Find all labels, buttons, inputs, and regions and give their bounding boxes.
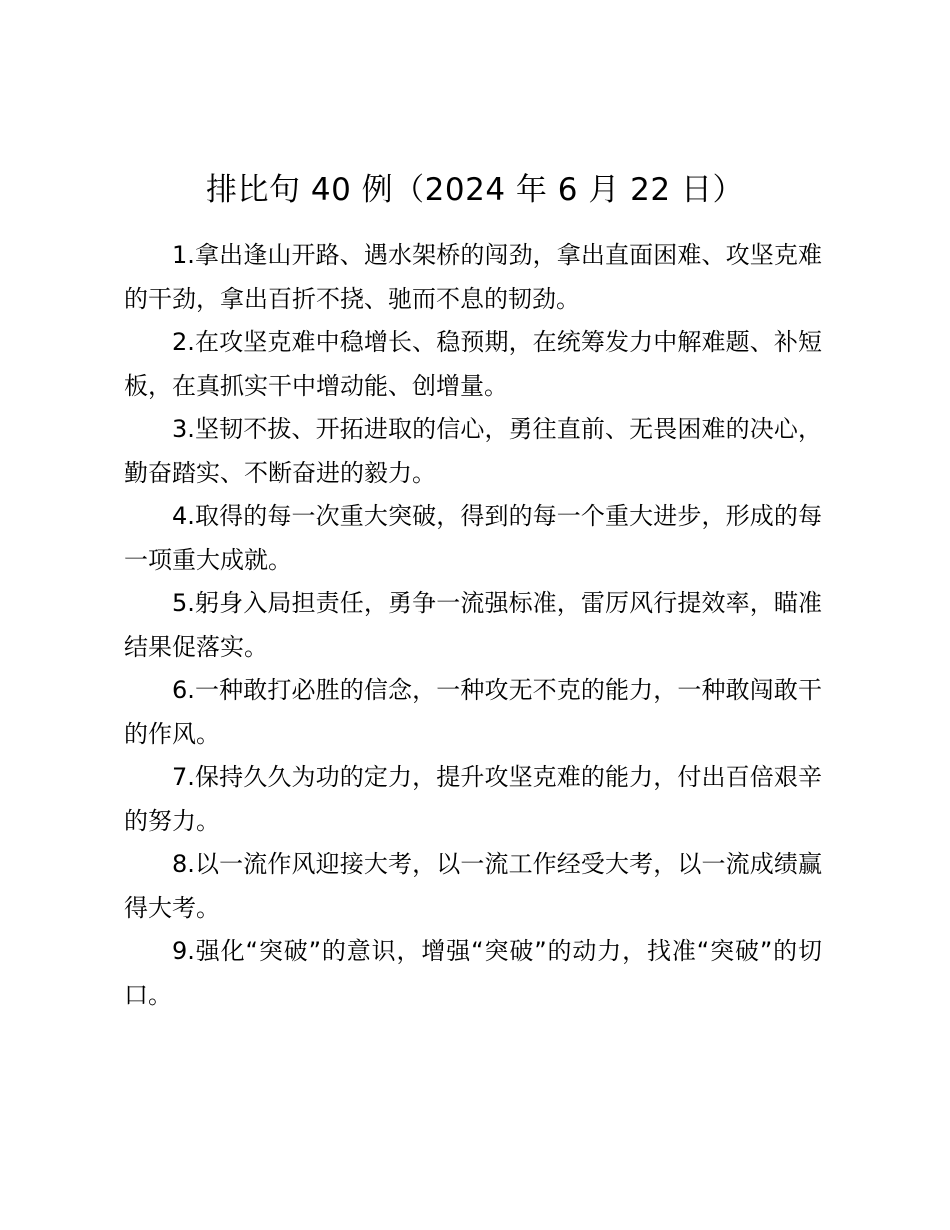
paragraph-2: 2.在攻坚克难中稳增长、稳预期，在统筹发力中解难题、补短板，在真抓实干中增动能、创增量。 xyxy=(124,328,822,400)
paragraph-9: 9.强化“突破”的意识，增强“突破”的动力，找准“突破”的切口。 xyxy=(124,937,822,1009)
paragraph-7: 7.保持久久为功的定力，提升攻坚克难的能力，付出百倍艰辛的努力。 xyxy=(124,763,822,835)
paragraph-8: 8.以一流作风迎接大考，以一流工作经受大考，以一流成绩赢得大考。 xyxy=(124,850,822,922)
paragraph-6: 6.一种敢打必胜的信念，一种攻无不克的能力，一种敢闯敢干的作风。 xyxy=(124,676,822,748)
paragraph-1: 1.拿出逢山开路、遇水架桥的闯劲，拿出直面困难、攻坚克难的干劲，拿出百折不挠、驰而不息的韧劲。 xyxy=(124,241,822,313)
paragraph-4: 4.取得的每一次重大突破，得到的每一个重大进步，形成的每一项重大成就。 xyxy=(124,502,822,574)
paragraph-5: 5.躬身入局担责任，勇争一流强标准，雷厉风行提效率，瞄准结果促落实。 xyxy=(124,589,822,661)
document-title: 排比句 40 例（2024 年 6 月 22 日） xyxy=(206,172,744,208)
document-body xyxy=(124,234,822,1017)
paragraph-3: 3.坚韧不拔、开拓进取的信心，勇往直前、无畏困难的决心，勤奋踏实、不断奋进的毅力。 xyxy=(124,415,822,487)
